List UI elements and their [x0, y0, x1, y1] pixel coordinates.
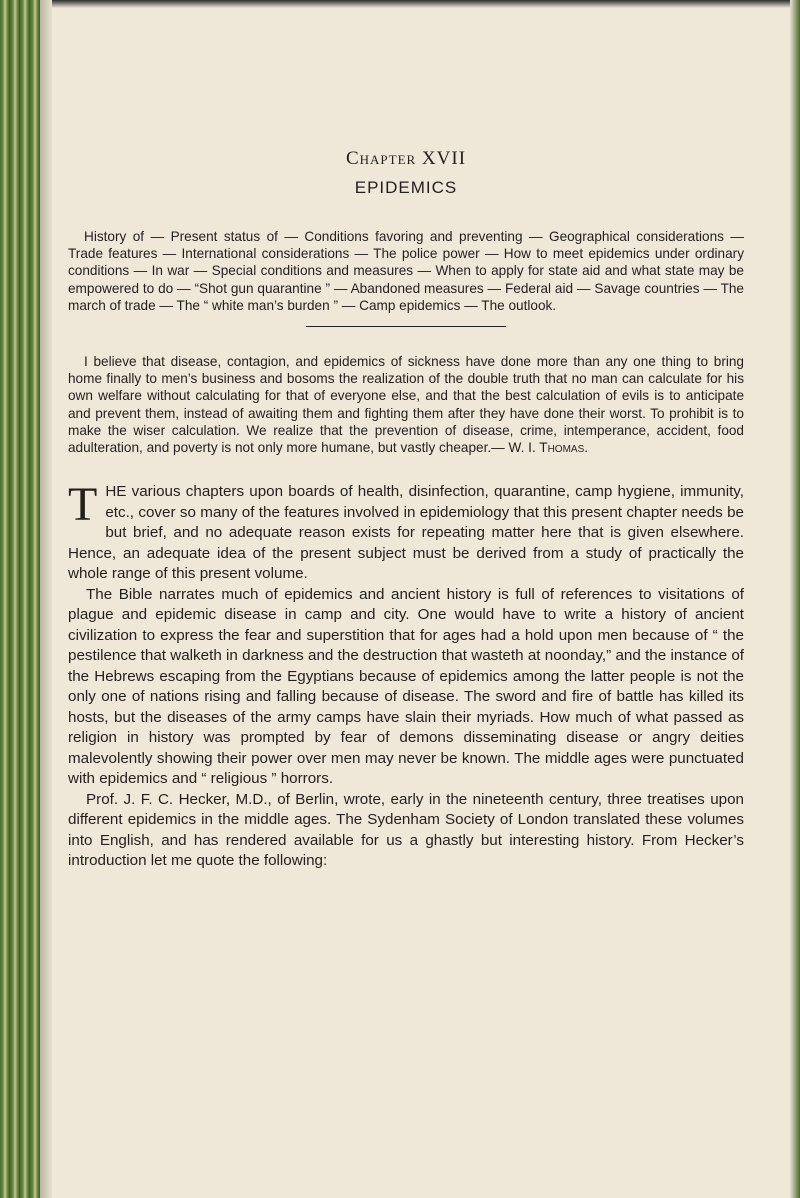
section-divider — [306, 326, 506, 327]
page-content — [68, 148, 744, 872]
body-paragraph-1 — [68, 478, 744, 585]
body-paragraph-3: Prof. J. F. C. Hecker, M.D., of Berlin, wrote, early in the nineteenth century, three treatises upon different epidemics in the middle ages. The Sydenham Society of London translated these volumes into English, and has rendered available for us a ghastly but interesting history. From Hecker’s introduction let me quote the following: — [68, 790, 744, 870]
chapter-title: EPIDEMICS — [354, 178, 458, 197]
gutter-shadow — [40, 0, 52, 1198]
epigraph-author: W. I. Thomas. — [508, 440, 589, 456]
epigraph — [68, 353, 744, 456]
page-top-edge — [0, 0, 800, 8]
drop-cap: T — [68, 478, 98, 532]
page-right-edge — [790, 0, 800, 1198]
body-paragraph-2: The Bible narrates much of epidemics and ancient history is full of references to visitations of plague and epidemic disease in camp and city. One would have to write a history of ancient civilization to express the fear and superstition that for ages had a hold upon men because of “ the pestilence that walketh in darkness and the destruction that wasteth at noonday,” and the instance of the Hebrews escaping from the Egyptians because of epidemics among the latter people is not the only one of nations rising and falling because of disease. The sword and fire of battle has killed its hosts, but the diseases of the army camps have slain their myriads. How much of what passed as religion in history was prompted by fear of demons disseminating disease or angry deities malevolently showing their power over men may never be known. The middle ages were punctuated with epidemics and “ religious ” horrors. — [68, 585, 744, 788]
body-paragraph-1-text: HE various chapters upon boards of health, disinfection, quarantine, camp hygiene, immunity, etc., cover so many of the features involved in epidemiology that this present chapter needs be but brief, and no adequate reason exists for repeating matter here that is given elsewhere. Hence, an adequate idea of the present subject must be derived from a study of practically the whole range of this present volume. — [68, 483, 744, 583]
chapter-synopsis: History of — Present status of — Conditions favoring and preventing — Geographical considerations — Trade features — International considerations — The police power — How to meet epidemics under ordinary conditions — In war — Special conditions and measures — When to apply for state aid and what state may be empowered to do — “Shot gun quarantine ” — Abandoned measures — Federal aid — Savage countries — The march of trade — The “ white man’s burden ” — Camp epidemics — The outlook. — [68, 229, 744, 313]
epigraph-text: I believe that disease, contagion, and epidemics of sickness have done more than any one thing to bring home finally to men’s business and bosoms the realization of the double truth that no man can calculate for his own welfare without calculating for that of everyone else, and that the best calculation of evils is to anticipate and prevent them, instead of awaiting them and fighting them after they have done their worst. To prohibit is to make the wiser calculation. We realize that the prevention of disease, crime, intemperance, accident, food adulteration, and poverty is not only more humane, but vastly cheaper.— — [68, 354, 744, 456]
chapter-label: Chapter XVII — [345, 148, 467, 169]
book-binding — [0, 0, 40, 1198]
